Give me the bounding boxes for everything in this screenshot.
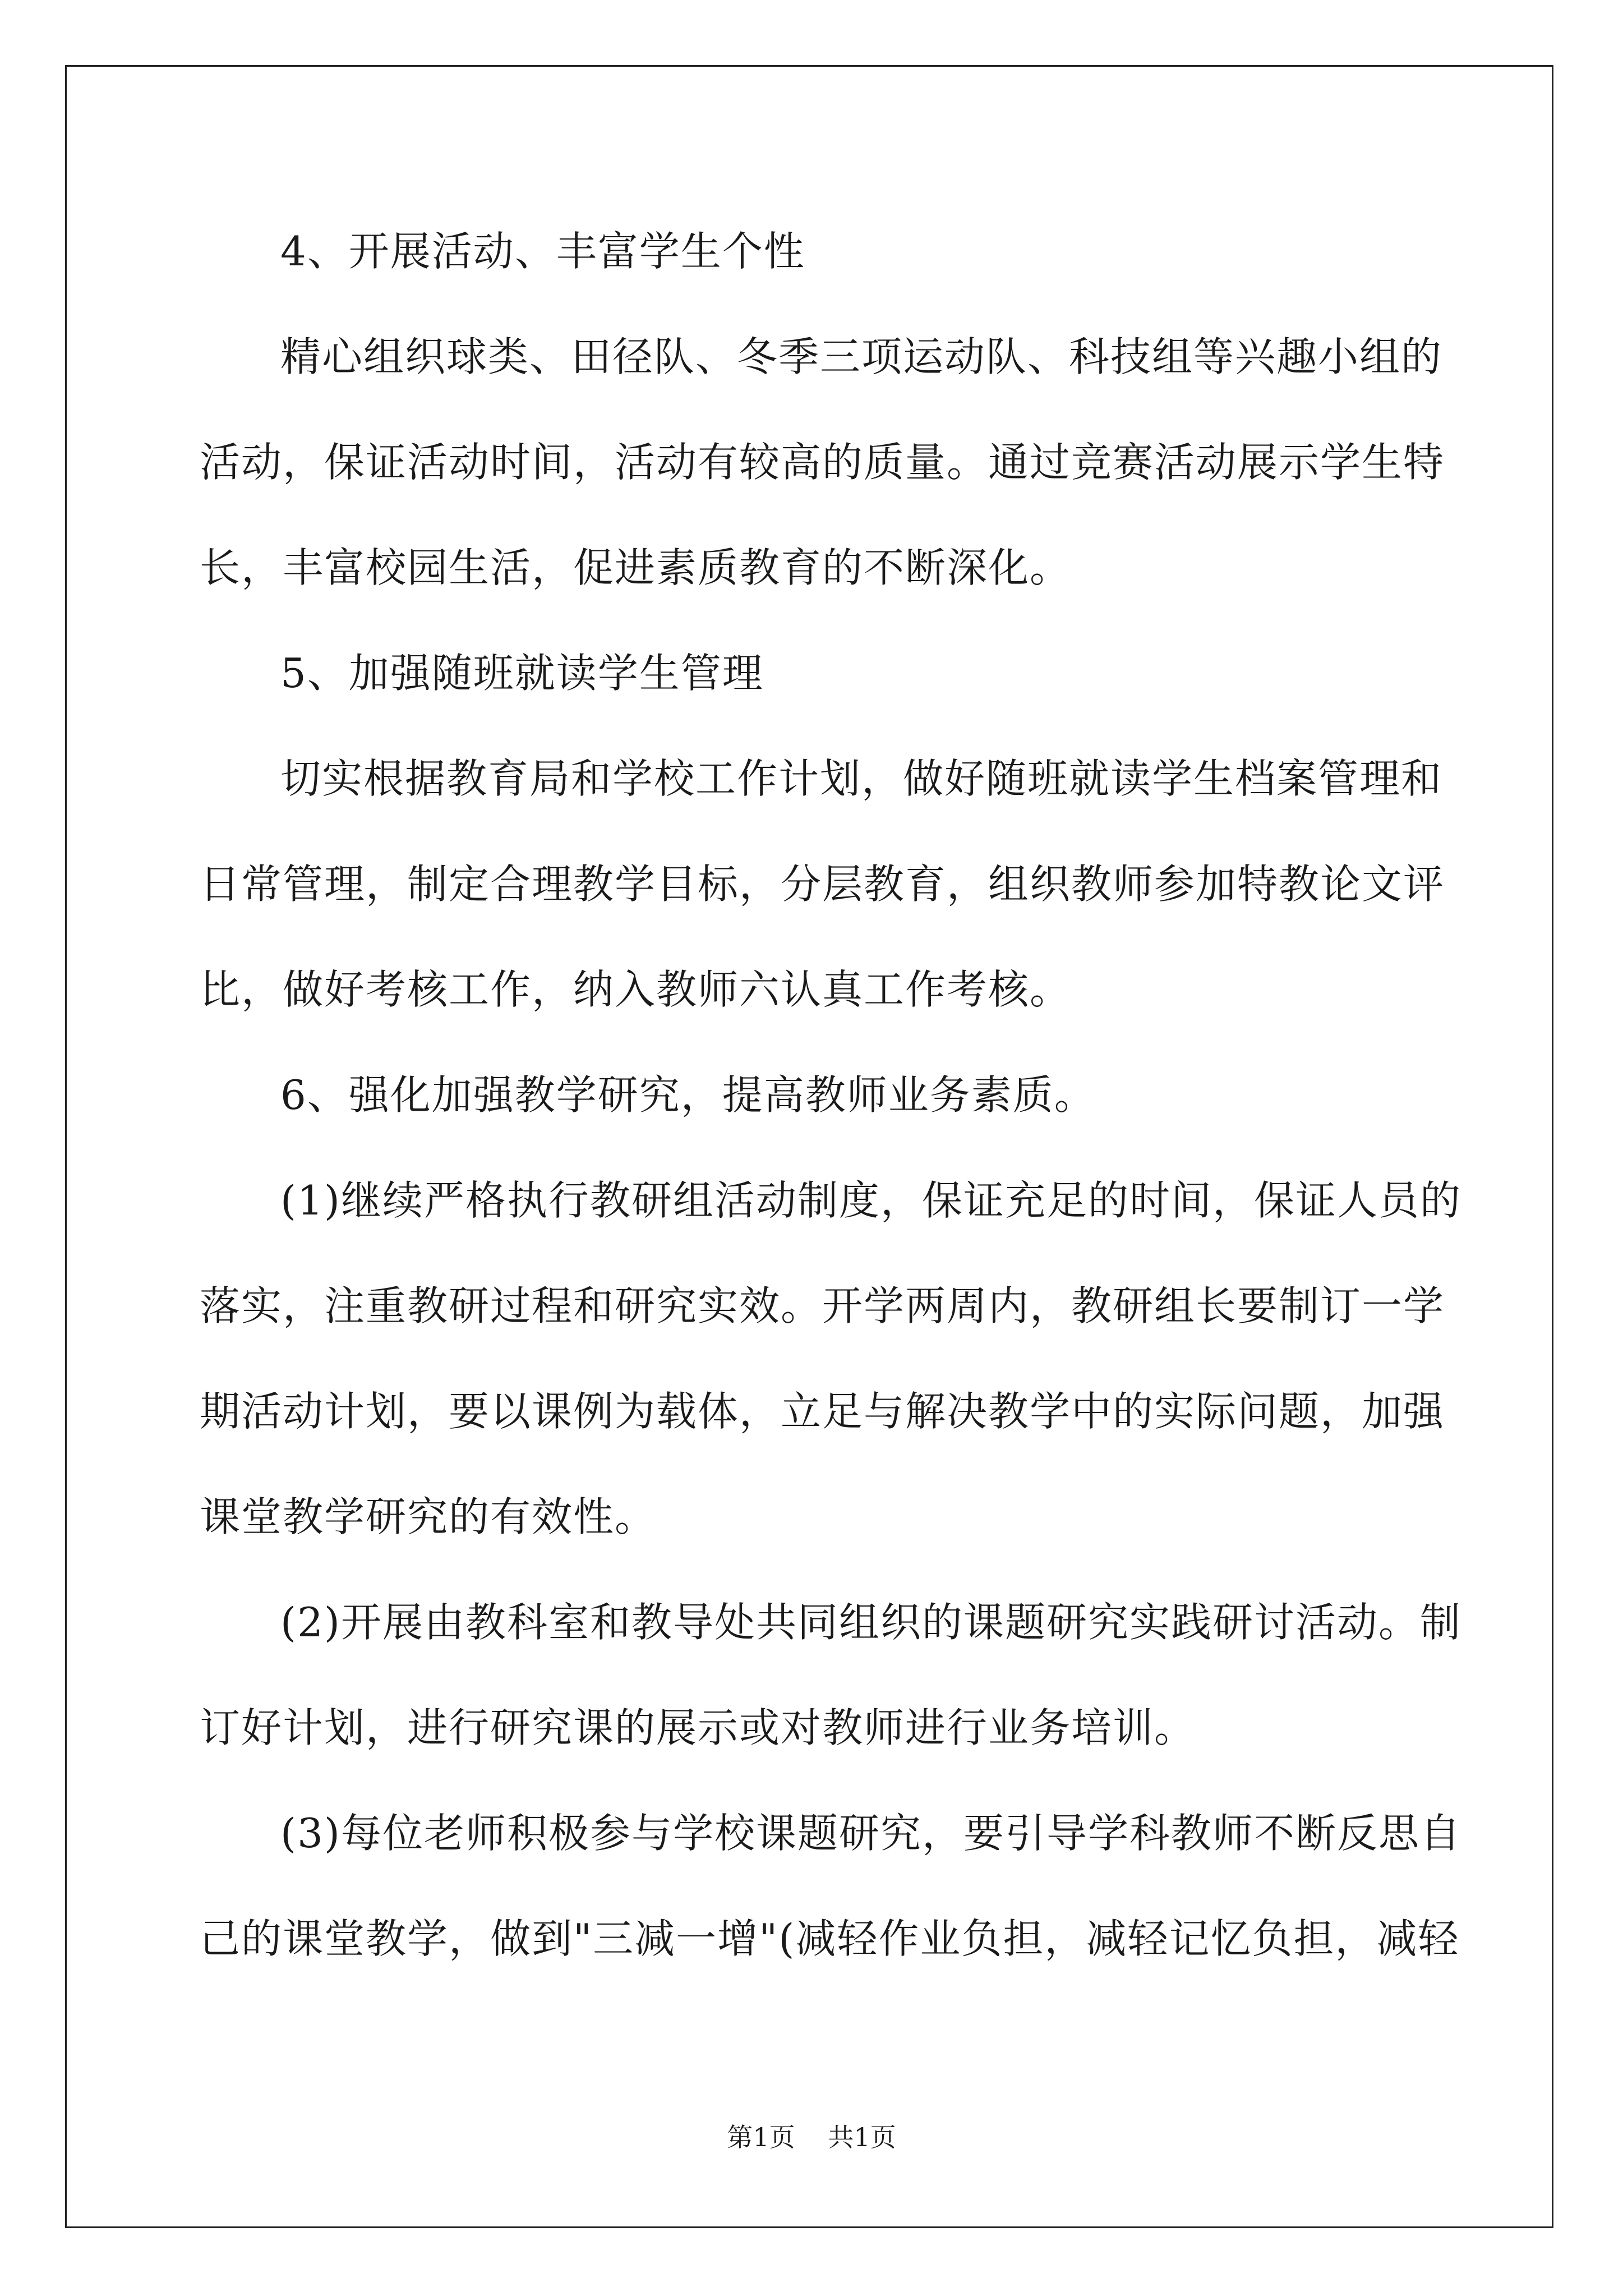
- paragraph-line: 长，丰富校园生活，促进素质教育的不断深化。: [200, 544, 1072, 591]
- paragraph-line: 落实，注重教研过程和研究实效。开学两周内，教研组长要制订一学: [200, 1282, 1445, 1329]
- paragraph-line: 切实根据教育局和学校工作计划，做好随班就读学生档案管理和: [280, 755, 1443, 802]
- section-heading-5: 5、加强随班就读学生管理: [280, 650, 764, 697]
- paragraph-line: 期活动计划，要以课例为载体，立足与解决教学中的实际问题，加强: [200, 1388, 1445, 1435]
- paragraph-line: (3)每位老师积极参与学校课题研究，要引导学科教师不断反思自: [280, 1810, 1461, 1857]
- page-number-total: 共1页: [828, 2122, 896, 2152]
- section-heading-4: 4、开展活动、丰富学生个性: [280, 228, 805, 275]
- page-border: [65, 65, 1553, 2228]
- page-footer: [0, 2120, 1623, 2154]
- paragraph-line: 比，做好考核工作，纳入教师六认真工作考核。: [200, 966, 1072, 1013]
- paragraph-line: 课堂教学研究的有效性。: [200, 1493, 657, 1540]
- paragraph-line: 日常管理，制定合理教学目标，分层教育，组织教师参加特教论文评: [200, 861, 1445, 908]
- paragraph-line: 订好计划，进行研究课的展示或对教师进行业务培训。: [200, 1704, 1196, 1751]
- section-heading-6: 6、强化加强教学研究，提高教师业务素质。: [280, 1071, 1096, 1119]
- paragraph-line: (1)继续严格执行教研组活动制度，保证充足的时间，保证人员的: [280, 1177, 1461, 1224]
- page-number-current: 第1页: [727, 2122, 795, 2152]
- paragraph-line: (2)开展由教科室和教导处共同组织的课题研究实践研讨活动。制: [280, 1599, 1461, 1646]
- paragraph-line: 己的课堂教学，做到"三减一增"(减轻作业负担，减轻记忆负担，减轻: [200, 1915, 1460, 1962]
- paragraph-line: 精心组织球类、田径队、冬季三项运动队、科技组等兴趣小组的: [280, 333, 1443, 380]
- paragraph-line: 活动，保证活动时间，活动有较高的质量。通过竞赛活动展示学生特: [200, 439, 1445, 486]
